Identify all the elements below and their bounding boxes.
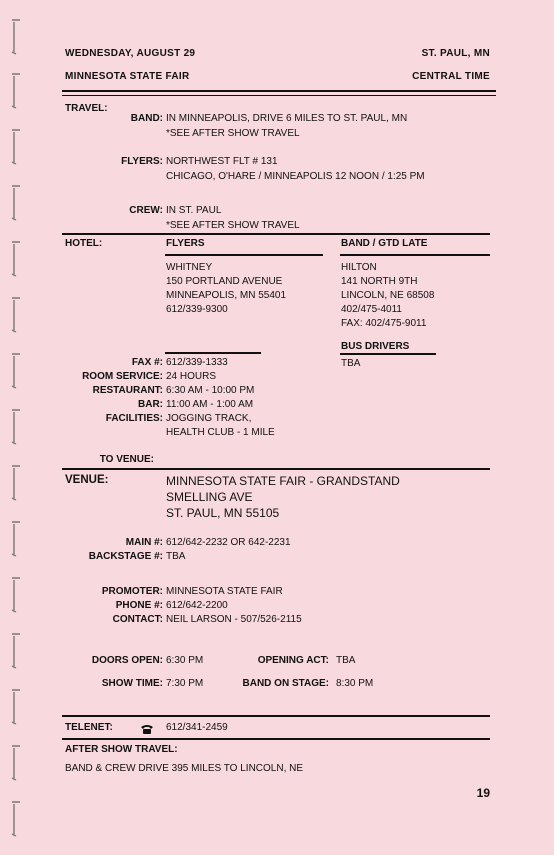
- binder-ring: [0, 632, 22, 670]
- binder-ring: [0, 408, 22, 446]
- binder-ring: [0, 128, 22, 166]
- travel-flyers-line2: CHICAGO, O'HARE / MINNEAPOLIS 12 NOON / 1:25 PM: [166, 171, 425, 182]
- travel-band-line1: IN MINNEAPOLIS, DRIVE 6 MILES TO ST. PAUL, MN: [166, 113, 408, 124]
- hotel-fax-value: 612/339-1333: [166, 357, 228, 368]
- venue-street: SMELLING AVE: [166, 490, 253, 504]
- promoter-phone-value: 612/642-2200: [166, 600, 228, 611]
- binder-ring: [0, 744, 22, 782]
- hotel-band-heading: BAND / GTD LATE: [341, 238, 428, 249]
- hotel-restaurant-value: 6:30 AM - 10:00 PM: [166, 385, 255, 396]
- binder-ring: [0, 72, 22, 110]
- hotel-flyers-line: 612/339-9300: [166, 304, 228, 315]
- promoter-contact-value: NEIL LARSON - 507/526-2115: [166, 614, 302, 625]
- hotel-band-line: FAX: 402/475-9011: [341, 318, 427, 329]
- hotel-room-service-value: 24 HOURS: [166, 371, 217, 382]
- after-show-text: BAND & CREW DRIVE 395 MILES TO LINCOLN, NE: [65, 763, 304, 774]
- binder-ring: [0, 688, 22, 726]
- opening-act-label: OPENING ACT:: [257, 655, 329, 666]
- travel-crew-label: CREW:: [129, 205, 163, 216]
- travel-crew-line1: IN ST. PAUL: [166, 205, 222, 216]
- band-on-stage-value: 8:30 PM: [336, 678, 374, 689]
- venue-heading: VENUE:: [65, 474, 109, 486]
- show-time-label: SHOW TIME:: [101, 678, 163, 689]
- hotel-flyers-line: MINNEAPOLIS, MN 55401: [166, 290, 287, 301]
- hotel-facilities-line1: JOGGING TRACK,: [166, 413, 252, 424]
- hotel-flyers-line: 150 PORTLAND AVENUE: [166, 276, 283, 287]
- travel-band-label: BAND:: [130, 113, 163, 124]
- hotel-room-service-label: ROOM SERVICE:: [82, 371, 163, 382]
- hotel-flyers-line: WHITNEY: [166, 262, 213, 273]
- venue-backstage-label: BACKSTAGE #:: [88, 551, 163, 562]
- opening-act-value: TBA: [336, 655, 356, 666]
- venue-backstage-value: TBA: [166, 551, 186, 562]
- header-rule: [62, 90, 496, 92]
- binder-ring: [0, 464, 22, 502]
- hotel-band-line: 141 NORTH 9TH: [341, 276, 418, 287]
- page-number: 19: [476, 786, 490, 800]
- hotel-fax-label: FAX #:: [131, 357, 163, 368]
- band-on-stage-label: BAND ON STAGE:: [242, 678, 329, 689]
- show-time-value: 7:30 PM: [166, 678, 204, 689]
- telenet-value: 612/341-2459: [166, 722, 228, 733]
- hotel-flyers-underline: [165, 254, 323, 256]
- hotel-rule: [62, 233, 490, 235]
- bus-drivers-value: TBA: [341, 358, 361, 369]
- binder-ring: [0, 184, 22, 222]
- binder-ring: [0, 352, 22, 390]
- promoter-value: MINNESOTA STATE FAIR: [166, 586, 283, 597]
- binder-ring: [0, 800, 22, 838]
- venue-name: MINNESOTA STATE FAIR - GRANDSTAND: [166, 474, 400, 488]
- travel-flyers-label: FLYERS:: [121, 156, 163, 167]
- venue-main-value: 612/642-2232 OR 642-2231: [166, 537, 291, 548]
- hotel-restaurant-label: RESTAURANT:: [92, 385, 163, 396]
- doors-open-value: 6:30 PM: [166, 655, 204, 666]
- binder-ring: [0, 520, 22, 558]
- hotel-heading: HOTEL:: [65, 238, 103, 249]
- hotel-facilities-line2: HEALTH CLUB - 1 MILE: [166, 427, 275, 438]
- binder-ring: [0, 18, 22, 56]
- hotel-flyers-heading: FLYERS: [166, 238, 205, 249]
- travel-band-line2: *SEE AFTER SHOW TRAVEL: [166, 128, 300, 139]
- promoter-label: PROMOTER:: [101, 586, 163, 597]
- bus-drivers-heading: BUS DRIVERS: [341, 341, 410, 352]
- telenet-label: TELENET:: [65, 722, 113, 733]
- promoter-contact-label: CONTACT:: [112, 614, 163, 625]
- promoter-phone-label: PHONE #:: [115, 600, 163, 611]
- header-rule-thin: [62, 95, 496, 96]
- travel-flyers-line1: NORTHWEST FLT # 131: [166, 156, 278, 167]
- header-timezone: CENTRAL TIME: [412, 71, 490, 82]
- hotel-band-underline: [340, 254, 490, 256]
- hotel-bar-value: 11:00 AM - 1:00 AM: [166, 399, 254, 410]
- telenet-rule: [62, 715, 490, 717]
- travel-crew-line2: *SEE AFTER SHOW TRAVEL: [166, 220, 300, 231]
- hotel-band-line: LINCOLN, NE 68508: [341, 290, 435, 301]
- binder-ring: [0, 576, 22, 614]
- venue-city: ST. PAUL, MN 55105: [166, 506, 280, 520]
- hotel-bar-label: BAR:: [138, 399, 163, 410]
- after-show-rule: [62, 738, 490, 740]
- hotel-band-line: 402/475-4011: [341, 304, 402, 315]
- doors-open-label: DOORS OPEN:: [91, 655, 163, 666]
- venue-rule: [62, 468, 490, 470]
- travel-heading: TRAVEL:: [65, 103, 108, 114]
- binder-ring: [0, 240, 22, 278]
- bus-drivers-underline: [340, 353, 436, 355]
- header-location: ST. PAUL, MN: [421, 48, 490, 59]
- hotel-facilities-label: FACILITIES:: [105, 413, 163, 424]
- after-show-heading: AFTER SHOW TRAVEL:: [65, 744, 178, 755]
- binder-ring: [0, 296, 22, 334]
- header-date: WEDNESDAY, AUGUST 29: [65, 48, 196, 59]
- to-venue-label: TO VENUE:: [99, 454, 154, 465]
- telephone-icon: [140, 722, 154, 734]
- header-event: MINNESOTA STATE FAIR: [65, 71, 190, 82]
- venue-main-label: MAIN #:: [125, 537, 163, 548]
- fax-rule: [165, 352, 261, 354]
- hotel-band-line: HILTON: [341, 262, 377, 273]
